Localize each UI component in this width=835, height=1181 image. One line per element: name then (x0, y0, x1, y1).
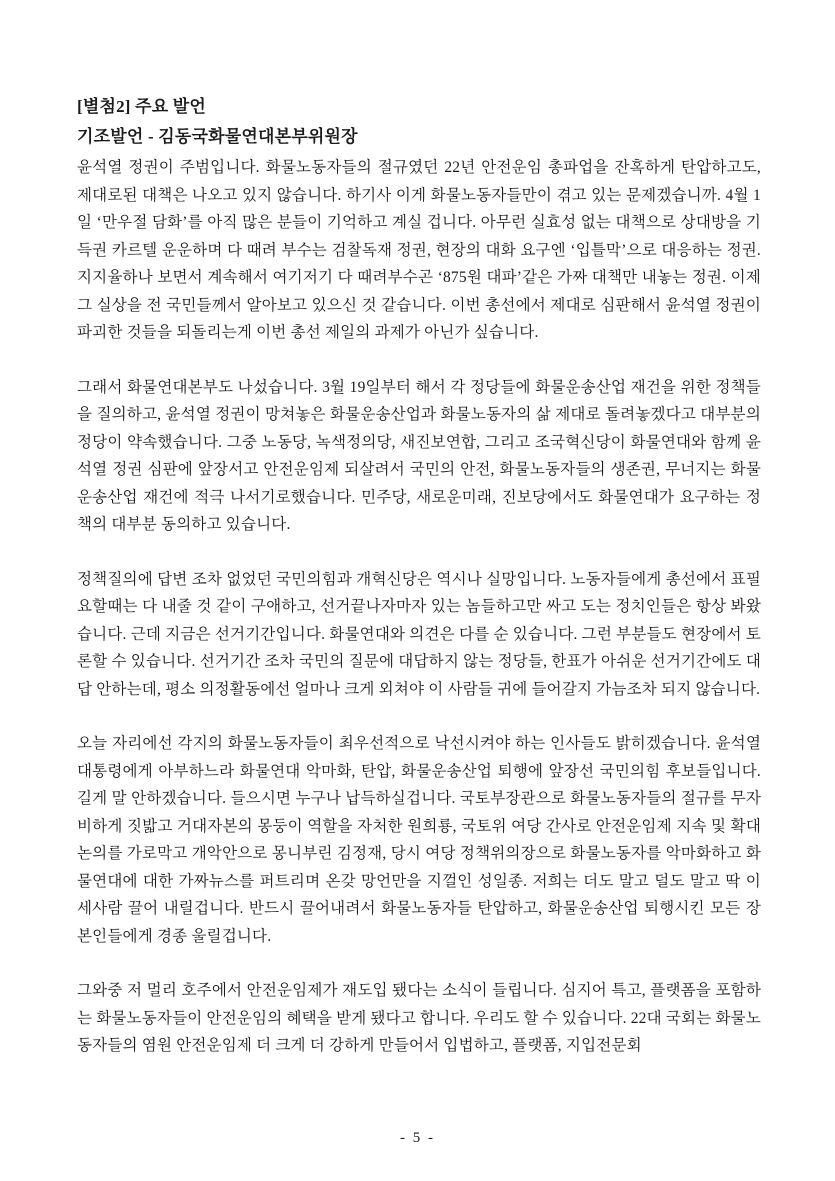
page-number: - 5 - (400, 1130, 435, 1146)
paragraph: 그래서 화물연대본부도 나섰습니다. 3월 19일부터 해서 각 정당들에 화물운송산업 재건을 위한 정책들을 질의하고, 윤석열 정권이 망쳐놓은 화물운송산업과 화물노동자의 삶 제대로 돌려놓겠다고 대부분의 정당이 약속했습니다. 그중 노동당, 녹색정의당, 새진보연합, 그리고 조국혁신당이 화물연대와 함께 윤석열 정권 심판에 앞장서고 안전운임제 되살려서 국민의 안전, 화물노동자들의 생존권, 무너지는 화물운송산업 재건에 적극 나서기로했습니다. 민주당, 새로운미래, 진보당에서도 화물연대가 요구하는 정책의 대부분 동의하고 있습니다. (77, 378, 761, 533)
paragraph: 그와중 저 멀리 호주에서 안전운임제가 재도입 됐다는 소식이 들립니다. 심지어 특고, 플랫폼을 포함하는 화물노동자들이 안전운임의 혜택을 받게 됐다고 합니다. 우리도 할 수 있습니다. 22대 국회는 화물노동자들의 염원 안전운임제 더 크게 더 강하게 만들어서 입법하고, 플랫폼, 지입전문회 (77, 982, 761, 1054)
document-body (77, 154, 761, 1060)
document-title: [별첨2] 주요 발언 (77, 97, 207, 116)
document-subtitle: 기조발언 - 김동국화물연대본부위원장 (77, 127, 358, 146)
paragraph: 정책질의에 답변 조차 없었던 국민의힘과 개혁신당은 역시나 실망입니다. 노동자들에게 총선에서 표필요할때는 다 내줄 것 같이 구애하고, 선거끝나자마자 있는 놈들하고만 싸고 도는 정치인들은 항상 봐왔습니다. 근데 지금은 선거기간입니다. 화물연대와 의견은 다를 순 있습니다. 그런 부분들도 현장에서 토론할 수 있습니다. 선거기간 조차 국민의 질문에 대답하지 않는 정당들, 한표가 아쉬운 선거기간에도 대답 안하는데, 평소 의정활동에선 얼마나 크게 외쳐야 이 사람들 귀에 들어갈지 가늠조차 되지 않습니다. (77, 570, 761, 698)
paragraph: 오늘 자리에선 각지의 화물노동자들이 최우선적으로 낙선시켜야 하는 인사들도 밝히겠습니다. 윤석열 대통령에게 아부하느라 화물연대 악마화, 탄압, 화물운송산업 퇴행에 앞장선 국민의힘 후보들입니다. 길게 말 안하겠습니다. 들으시면 누구나 납득하실겁니다. 국토부장관으로 화물노동자들의 절규를 무자비하게 짓밟고 거대자본의 몽둥이 역할을 자처한 원희룡, 국토위 여당 간사로 안전운임제 지속 및 확대 논의를 가로막고 개악안으로 몽니부린 김정재, 당시 여당 정책위의장으로 화물노동자를 악마화하고 화물연대에 대한 가짜뉴스를 퍼트리며 온갖 망언만을 지껄인 성일종. 저희는 더도 말고 덜도 말고 딱 이 세사람 끌어 내릴겁니다. 반드시 끌어내려서 화물노동자들 탄압하고, 화물운송산업 퇴행시킨 모든 장본인들에게 경종 울릴겁니다. (77, 735, 761, 945)
paragraph: 윤석열 정권이 주범입니다. 화물노동자들의 절규였던 22년 안전운임 총파업을 잔혹하게 탄압하고도, 제대로된 대책은 나오고 있지 않습니다. 하기사 이게 화물노동자들만이 겪고 있는 문제겠습니까. 4월 1일 ‘만우절 담화’를 아직 많은 분들이 기억하고 계실 겁니다. 아무런 실효성 없는 대책으로 상대방을 기득권 카르텔 운운하며 다 때려 부수는 검찰독재 정권, 현장의 대화 요구엔 ‘입틀막’으로 대응하는 정권. 지지율하나 보면서 계속해서 여기저기 다 때려부수곤 ‘875원 대파’같은 가짜 대책만 내놓는 정권. 이제 그 실상을 전 국민들께서 알아보고 있으신 것 같습니다. 이번 총선에서 제대로 심판해서 윤석열 정권이 파괴한 것들을 되돌리는게 이번 총선 제일의 과제가 아닌가 싶습니다. (77, 159, 761, 341)
